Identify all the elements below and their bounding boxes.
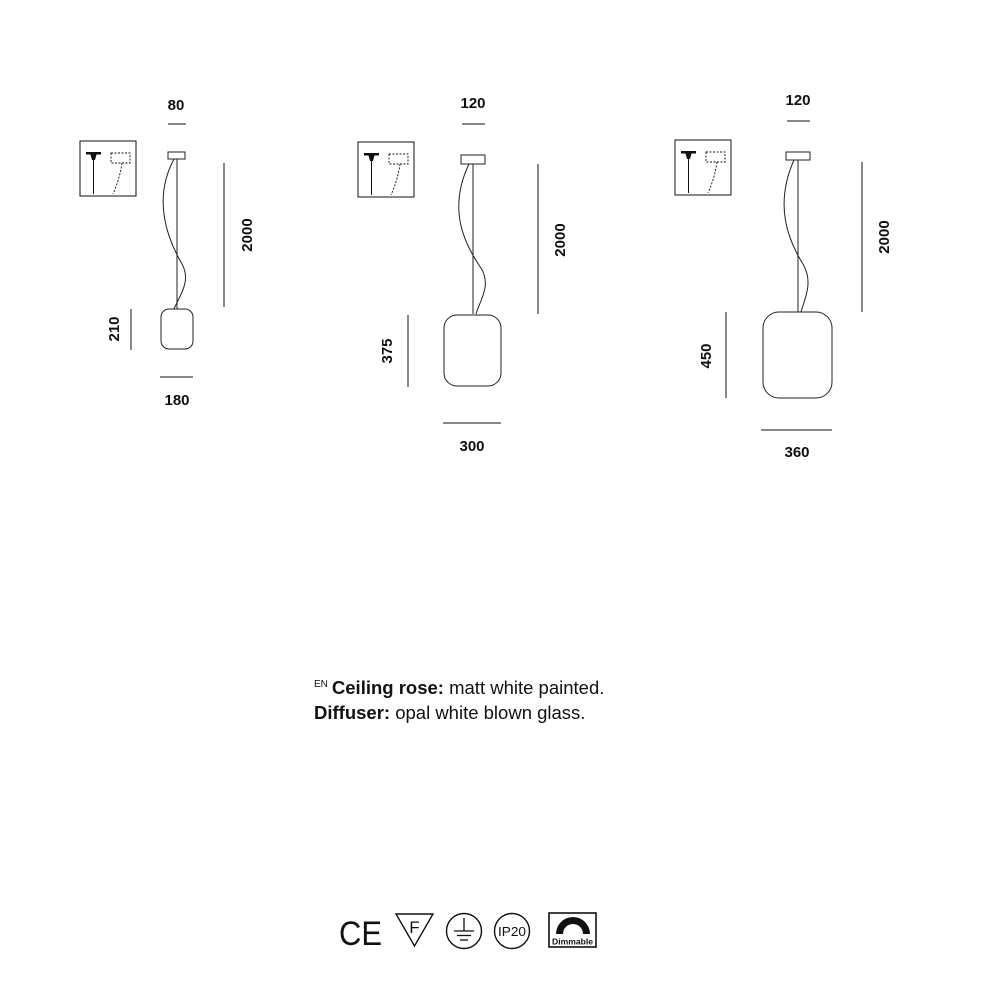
diffuser (763, 312, 832, 398)
diffuser-text: opal white blown glass. (390, 702, 586, 723)
diffuser-height-label: 210 (106, 316, 123, 342)
language-code: EN (314, 679, 328, 690)
dimmable-icon (549, 913, 596, 947)
power-cable (163, 159, 185, 309)
ce-mark-icon: CE (339, 915, 382, 953)
ceiling-rose-spec (314, 672, 604, 700)
rose-width-label: 120 (460, 95, 486, 112)
diffuser-height-label: 375 (379, 338, 396, 364)
diffuser-width-label: 360 (784, 444, 810, 461)
cable-length-label: 2000 (552, 223, 569, 257)
ceiling-rose-text: matt white painted. (443, 677, 605, 698)
installation-icon (80, 141, 136, 196)
ceiling-rose (461, 155, 485, 164)
ceiling-rose-label: Ceiling rose: (331, 677, 444, 698)
installation-icon (358, 142, 414, 197)
diffuser-spec (314, 700, 604, 725)
ip20-icon (495, 914, 530, 949)
diffuser-label: Diffuser: (314, 702, 391, 723)
diffuser-width-label: 180 (164, 392, 190, 409)
svg-text:Dimmable: Dimmable (552, 937, 594, 947)
svg-text:F: F (409, 918, 420, 937)
certification-icons (339, 913, 596, 953)
rose-width-label: 80 (167, 97, 185, 114)
svg-text:IP20: IP20 (498, 925, 527, 939)
diffuser-height-label: 450 (698, 343, 715, 369)
lamp-small (80, 97, 256, 409)
power-cable (459, 164, 486, 314)
rose-width-label: 120 (785, 92, 811, 109)
diffuser (444, 315, 501, 386)
product-description (314, 672, 604, 725)
power-cable (784, 160, 808, 312)
lamp-medium (358, 95, 569, 455)
installation-icon (675, 140, 731, 195)
earth-ground-icon (447, 914, 482, 949)
diffuser-width-label: 300 (459, 438, 485, 455)
diffuser (161, 309, 193, 349)
cable-length-label: 2000 (876, 220, 893, 254)
ceiling-rose (786, 152, 810, 160)
cable-length-label: 2000 (239, 218, 256, 252)
ceiling-rose (168, 152, 185, 159)
f-mark-icon (396, 914, 433, 946)
lamp-large (675, 92, 893, 461)
